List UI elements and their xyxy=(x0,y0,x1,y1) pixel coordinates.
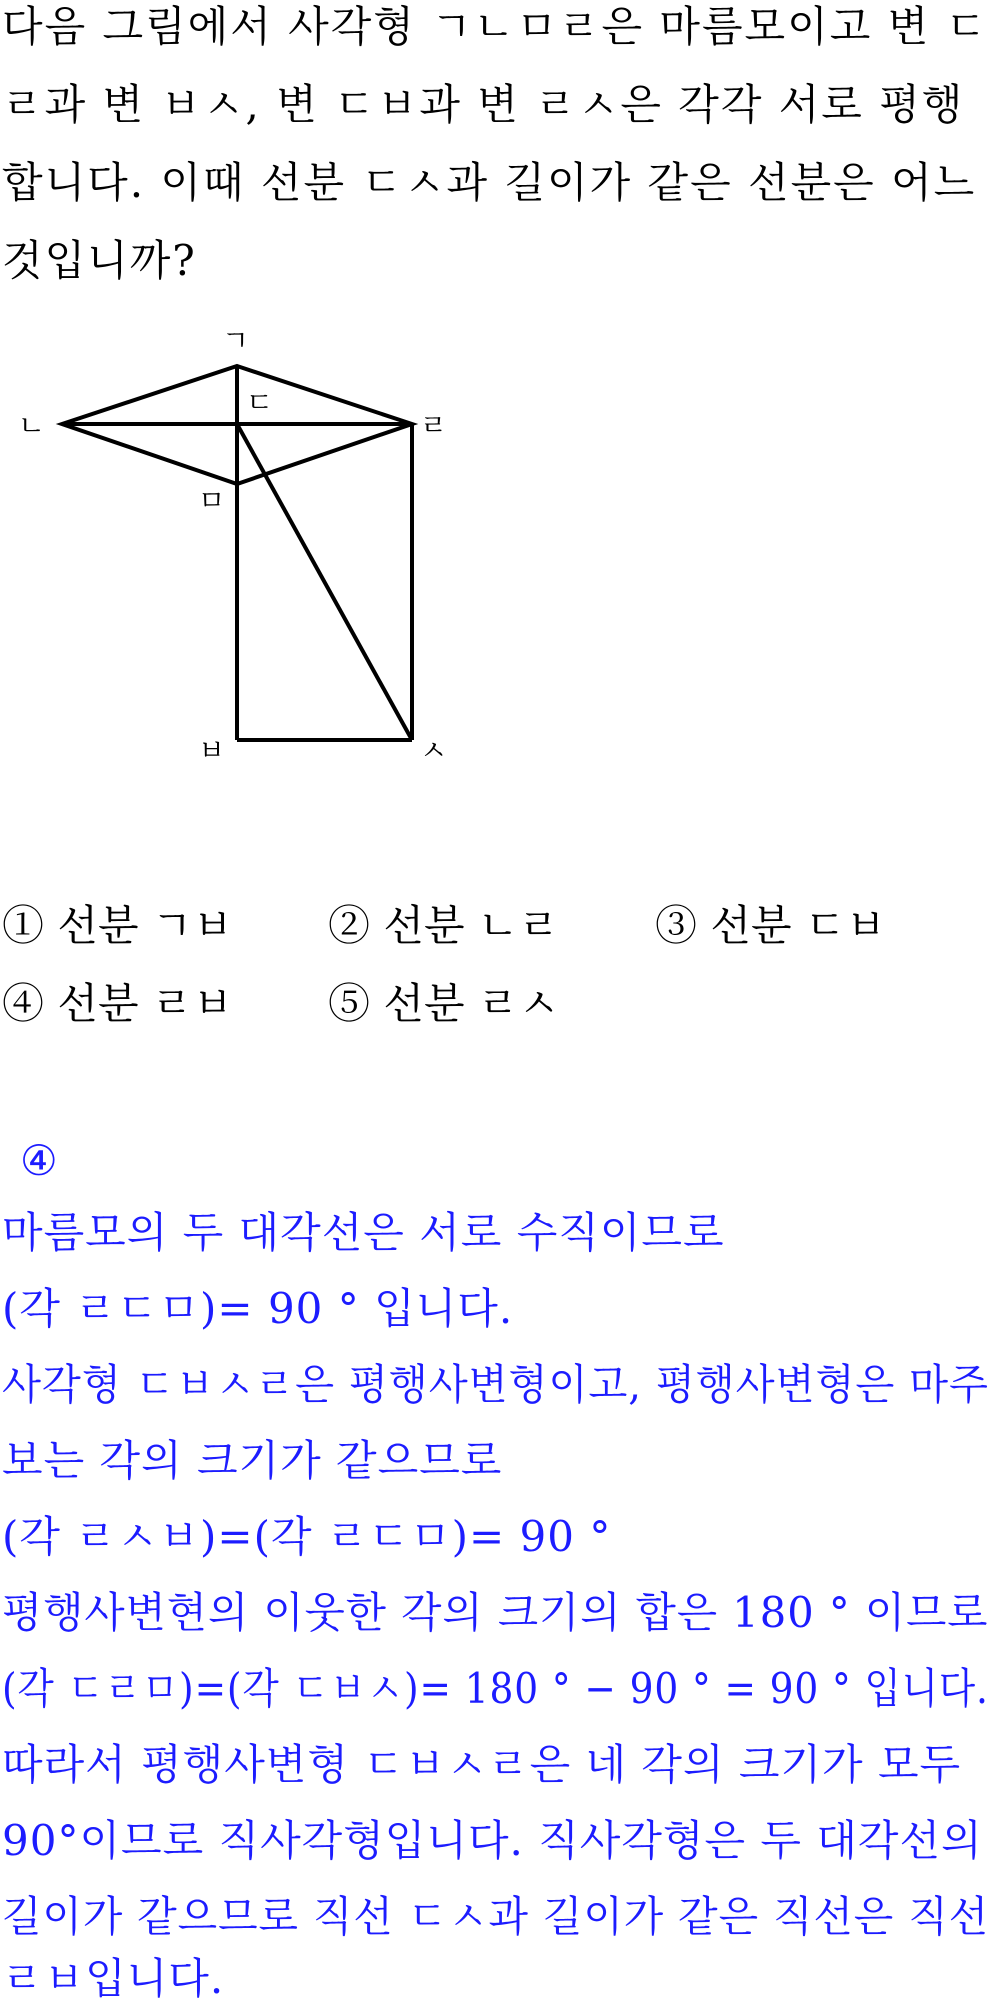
vertex-label-m: ㅁ xyxy=(198,484,226,517)
choice-text: 선분 ㄹㅂ xyxy=(57,979,234,1028)
vertex-label-g: ㄱ xyxy=(222,324,250,357)
choice-text: 선분 ㄹㅅ xyxy=(383,979,560,1028)
explanation-line-7: (각 ㄷㄹㅁ)=(각 ㄷㅂㅅ)= 180 ° − 90 ° = 90 ° 입니다. xyxy=(2,1664,989,1713)
vertex-label-r: ㄹ xyxy=(420,409,448,442)
choice-number: ④ xyxy=(2,979,45,1028)
choice-number: ② xyxy=(328,901,371,950)
explanation-line-6: 평행사변현의 이웃한 각의 크기의 합은 180 ° 이므로 xyxy=(2,1588,989,1637)
question-line-3: 합니다. 이때 선분 ㄷㅅ과 길이가 같은 선분은 어느 xyxy=(2,158,977,207)
explanation-line-5: (각 ㄹㅅㅂ)=(각 ㄹㄷㅁ)= 90 ° xyxy=(2,1512,612,1561)
choice-3[interactable] xyxy=(655,901,887,950)
vertex-label-n: ㄴ xyxy=(18,409,46,442)
question-line-1: 다음 그림에서 사각형 ㄱㄴㅁㄹ은 마름모이고 변 ㄷ xyxy=(2,2,989,51)
choice-number: ③ xyxy=(655,901,698,950)
explanation-line-4: 보는 각의 크기가 같으므로 xyxy=(2,1436,503,1485)
explanation-line-9: 90°이므로 직사각형입니다. 직사각형은 두 대각선의 xyxy=(2,1816,983,1865)
choice-1[interactable] xyxy=(2,901,234,950)
explanation-line-10: 길이가 같으므로 직선 ㄷㅅ과 길이가 같은 직선은 직선 xyxy=(2,1892,990,1941)
choice-number: ⑤ xyxy=(328,979,371,1028)
choice-text: 선분 ㄴㄹ xyxy=(383,901,560,950)
answer-label: ④ xyxy=(20,1136,59,1185)
choice-text: 선분 ㄷㅂ xyxy=(710,901,887,950)
choice-text: 선분 ㄱㅂ xyxy=(57,901,234,950)
explanation-line-1: 마름모의 두 대각선은 서로 수직이므로 xyxy=(2,1208,725,1257)
vertex-label-s: ㅅ xyxy=(420,734,448,767)
question-line-4: 것입니까? xyxy=(2,236,197,285)
choice-2[interactable] xyxy=(328,901,560,950)
segment-d-s xyxy=(237,424,412,740)
choice-4[interactable] xyxy=(2,979,234,1028)
explanation-line-8: 따라서 평행사변형 ㄷㅂㅅㄹ은 네 각의 크기가 모두 xyxy=(2,1740,962,1789)
explanation-line-3: 사각형 ㄷㅂㅅㄹ은 평행사변형이고, 평행사변형은 마주 xyxy=(2,1360,989,1409)
vertex-label-d: ㄷ xyxy=(246,386,274,419)
explanation-line-11: ㄹㅂ입니다. xyxy=(2,1954,225,2003)
choice-5[interactable] xyxy=(328,979,560,1028)
explanation-line-2: (각 ㄹㄷㅁ)= 90 ° 입니다. xyxy=(2,1284,514,1333)
rhombus-rectangle-figure xyxy=(0,320,460,770)
choice-number: ① xyxy=(2,901,45,950)
vertex-label-b: ㅂ xyxy=(198,734,226,767)
question-line-2: ㄹ과 변 ㅂㅅ, 변 ㄷㅂ과 변 ㄹㅅ은 각각 서로 평행 xyxy=(2,80,965,129)
